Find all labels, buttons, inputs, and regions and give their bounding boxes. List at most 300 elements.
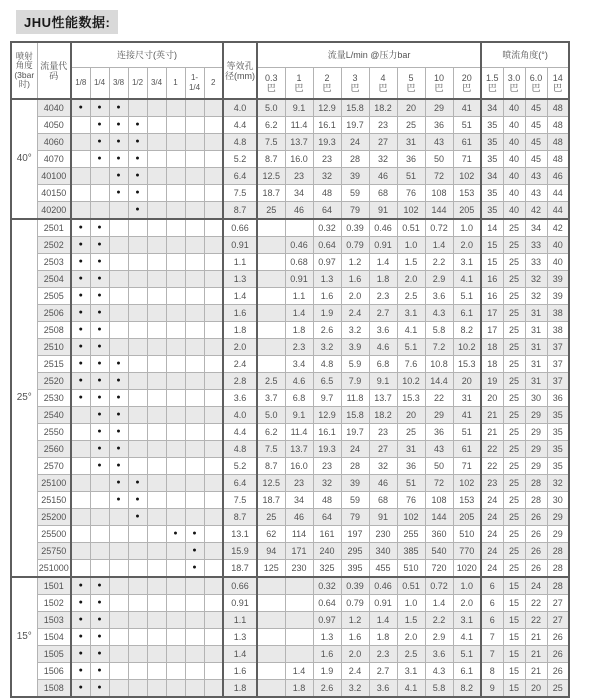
flow-value-cell [257, 339, 285, 356]
flow-value-cell: 68 [369, 185, 397, 202]
connection-empty-cell [166, 458, 185, 475]
col-subheader-pressure [547, 68, 569, 100]
connection-empty-cell [185, 390, 204, 407]
connection-empty-cell [204, 305, 223, 322]
connection-empty-cell [185, 254, 204, 271]
flow-value-cell: 770 [453, 543, 481, 560]
flow-value-cell: 36 [397, 458, 425, 475]
spray-angle-value-cell: 25 [547, 680, 569, 698]
table-row [11, 526, 569, 543]
connection-dot-cell: ● [90, 134, 109, 151]
connection-empty-cell [166, 288, 185, 305]
flow-value-cell: 3.6 [369, 680, 397, 698]
connection-empty-cell [128, 595, 147, 612]
flow-value-cell: 76 [397, 492, 425, 509]
connection-empty-cell [204, 288, 223, 305]
spray-angle-value-cell: 29 [525, 407, 547, 424]
flow-value-cell: 39 [341, 168, 369, 185]
connection-empty-cell [204, 151, 223, 168]
col-header-spray-angle: 喷射角度(3bar时) [11, 42, 37, 99]
flow-value-cell: 510 [397, 560, 425, 578]
flow-value-cell: 171 [285, 543, 313, 560]
connection-empty-cell [185, 219, 204, 237]
flow-value-cell: 59 [341, 185, 369, 202]
connection-empty-cell [90, 475, 109, 492]
table-body [11, 99, 569, 697]
orifice-cell: 4.0 [223, 99, 257, 117]
flow-value-cell: 2.0 [453, 237, 481, 254]
connection-empty-cell [185, 271, 204, 288]
flow-value-cell: 10.2 [397, 373, 425, 390]
connection-empty-cell [109, 577, 128, 595]
spray-angle-group-label: 40° [11, 99, 37, 219]
orifice-cell: 3.6 [223, 390, 257, 407]
spray-angle-value-cell: 22 [481, 458, 503, 475]
spray-angle-value-cell: 9 [481, 680, 503, 698]
flow-value-cell: 102 [397, 202, 425, 220]
spray-angle-value-cell: 6 [481, 577, 503, 595]
flow-value-cell: 11.4 [285, 424, 313, 441]
connection-empty-cell [166, 680, 185, 698]
flow-value-cell: 43 [425, 441, 453, 458]
connection-empty-cell [109, 305, 128, 322]
flow-value-cell: 0.51 [397, 577, 425, 595]
flow-value-cell: 153 [453, 185, 481, 202]
flow-value-cell: 395 [341, 560, 369, 578]
flow-value-cell: 4.1 [397, 322, 425, 339]
spray-angle-value-cell: 44 [547, 202, 569, 220]
spray-angle-value-cell: 15 [481, 254, 503, 271]
spray-angle-value-cell: 25 [503, 407, 525, 424]
connection-empty-cell [204, 134, 223, 151]
connection-empty-cell [147, 612, 166, 629]
connection-empty-cell [109, 254, 128, 271]
connection-dot-cell: ● [71, 237, 90, 254]
flow-value-cell: 2.7 [369, 663, 397, 680]
connection-empty-cell [166, 117, 185, 134]
flow-code-cell: 1501 [37, 577, 71, 595]
spray-angle-value-cell: 40 [503, 99, 525, 117]
spray-angle-value-cell: 40 [547, 254, 569, 271]
flow-code-cell: 1502 [37, 595, 71, 612]
flow-value-cell: 1.9 [313, 663, 341, 680]
connection-empty-cell [166, 509, 185, 526]
flow-value-cell: 5.1 [397, 339, 425, 356]
connection-empty-cell [128, 373, 147, 390]
flow-value-cell: 32 [313, 475, 341, 492]
connection-empty-cell [185, 663, 204, 680]
flow-value-cell: 24 [341, 441, 369, 458]
connection-dot-cell: ● [90, 237, 109, 254]
spray-angle-value-cell: 8 [481, 663, 503, 680]
spray-angle-value-cell: 35 [547, 458, 569, 475]
flow-code-cell: 251000 [37, 560, 71, 578]
col-header-orifice: 等效孔径(mm) [223, 42, 257, 99]
connection-empty-cell [109, 219, 128, 237]
flow-value-cell: 48 [313, 492, 341, 509]
col-subheader-connection: 1/2 [128, 68, 147, 100]
connection-empty-cell [185, 151, 204, 168]
connection-empty-cell [204, 543, 223, 560]
flow-code-cell: 4040 [37, 99, 71, 117]
orifice-cell: 2.4 [223, 356, 257, 373]
flow-value-cell: 25 [257, 509, 285, 526]
spray-angle-value-cell: 26 [525, 509, 547, 526]
orifice-cell: 1.4 [223, 646, 257, 663]
flow-value-cell: 2.5 [257, 373, 285, 390]
connection-empty-cell [71, 441, 90, 458]
flow-value-cell: 108 [425, 492, 453, 509]
connection-dot-cell: ● [71, 390, 90, 407]
connection-empty-cell [147, 322, 166, 339]
spray-angle-value-cell: 25 [503, 237, 525, 254]
connection-empty-cell [204, 322, 223, 339]
flow-value-cell: 153 [453, 492, 481, 509]
flow-value-cell: 3.2 [341, 322, 369, 339]
connection-empty-cell [166, 202, 185, 220]
connection-dot-cell: ● [71, 595, 90, 612]
flow-value-cell: 4.3 [425, 305, 453, 322]
flow-value-cell: 7.9 [341, 373, 369, 390]
orifice-cell: 1.6 [223, 305, 257, 322]
connection-empty-cell [204, 458, 223, 475]
pressure-value: 1 [296, 73, 302, 83]
connection-empty-cell [166, 407, 185, 424]
connection-empty-cell [128, 612, 147, 629]
spray-angle-value-cell: 46 [547, 168, 569, 185]
flow-value-cell [285, 629, 313, 646]
connection-empty-cell [204, 219, 223, 237]
connection-empty-cell [185, 339, 204, 356]
flow-value-cell: 1.4 [285, 663, 313, 680]
connection-dot-cell: ● [90, 458, 109, 475]
flow-value-cell: 3.6 [425, 646, 453, 663]
connection-empty-cell [128, 663, 147, 680]
flow-code-cell: 1503 [37, 612, 71, 629]
flow-value-cell: 3.1 [453, 254, 481, 271]
connection-dot-cell: ● [71, 612, 90, 629]
flow-value-cell: 72 [425, 475, 453, 492]
flow-value-cell: 4.6 [285, 373, 313, 390]
flow-value-cell: 540 [425, 543, 453, 560]
flow-value-cell: 197 [341, 526, 369, 543]
flow-value-cell: 29 [425, 407, 453, 424]
connection-empty-cell [71, 185, 90, 202]
connection-dot-cell: ● [90, 646, 109, 663]
flow-value-cell: 6.8 [285, 390, 313, 407]
connection-empty-cell [90, 185, 109, 202]
flow-value-cell: 2.7 [369, 305, 397, 322]
connection-dot-cell: ● [90, 441, 109, 458]
flow-value-cell: 46 [285, 202, 313, 220]
flow-value-cell [257, 612, 285, 629]
spray-angle-value-cell: 25 [503, 305, 525, 322]
connection-empty-cell [128, 254, 147, 271]
connection-empty-cell [185, 117, 204, 134]
flow-code-cell: 25200 [37, 509, 71, 526]
col-subheader-connection: 3/4 [147, 68, 166, 100]
spray-angle-value-cell: 34 [481, 99, 503, 117]
table-row [11, 271, 569, 288]
flow-code-cell: 4070 [37, 151, 71, 168]
spray-angle-value-cell: 15 [503, 646, 525, 663]
flow-value-cell: 41 [453, 407, 481, 424]
connection-dot-cell: ● [166, 526, 185, 543]
connection-empty-cell [185, 373, 204, 390]
flow-value-cell: 0.39 [341, 577, 369, 595]
spray-angle-value-cell: 25 [503, 492, 525, 509]
flow-value-cell: 9.7 [313, 390, 341, 407]
connection-empty-cell [166, 663, 185, 680]
orifice-cell: 1.8 [223, 322, 257, 339]
connection-empty-cell [128, 390, 147, 407]
connection-empty-cell [166, 424, 185, 441]
spray-angle-value-cell: 24 [481, 526, 503, 543]
flow-code-cell: 2505 [37, 288, 71, 305]
flow-value-cell: 144 [425, 509, 453, 526]
col-subheader-pressure [341, 68, 369, 100]
connection-empty-cell [128, 407, 147, 424]
flow-value-cell: 4.1 [397, 680, 425, 698]
pressure-value: 5 [408, 73, 414, 83]
orifice-cell: 0.66 [223, 577, 257, 595]
flow-value-cell: 385 [397, 543, 425, 560]
flow-value-cell: 0.72 [425, 219, 453, 237]
connection-empty-cell [109, 509, 128, 526]
flow-value-cell: 360 [425, 526, 453, 543]
spray-angle-value-cell: 28 [525, 475, 547, 492]
col-subheader-pressure [313, 68, 341, 100]
connection-empty-cell [147, 237, 166, 254]
table-header [11, 42, 569, 99]
connection-empty-cell [147, 305, 166, 322]
connection-empty-cell [71, 117, 90, 134]
flow-value-cell: 16.1 [313, 424, 341, 441]
connection-dot-cell: ● [71, 356, 90, 373]
spray-angle-value-cell: 35 [481, 134, 503, 151]
connection-dot-cell: ● [90, 271, 109, 288]
spray-angle-value-cell: 44 [547, 185, 569, 202]
spray-angle-value-cell: 19 [481, 373, 503, 390]
spray-angle-value-cell: 37 [547, 373, 569, 390]
flow-value-cell: 0.97 [313, 612, 341, 629]
spray-angle-value-cell: 45 [525, 99, 547, 117]
connection-dot-cell: ● [90, 356, 109, 373]
spray-angle-value-cell: 7 [481, 646, 503, 663]
flow-value-cell: 16.0 [285, 151, 313, 168]
table-row [11, 168, 569, 185]
flow-value-cell: 240 [313, 543, 341, 560]
connection-empty-cell [185, 424, 204, 441]
spray-angle-value-cell: 16 [481, 288, 503, 305]
pressure-unit: 巴 [378, 83, 388, 93]
col-header-spray-flow-angle: 喷流角度(°) [481, 42, 569, 68]
connection-dot-cell: ● [71, 271, 90, 288]
flow-value-cell: 1.8 [369, 629, 397, 646]
connection-empty-cell [166, 185, 185, 202]
flow-value-cell: 1.6 [341, 271, 369, 288]
flow-value-cell: 2.6 [313, 680, 341, 698]
connection-empty-cell [185, 458, 204, 475]
flow-value-cell: 6.2 [257, 117, 285, 134]
spray-angle-value-cell: 40 [503, 168, 525, 185]
spray-angle-value-cell: 31 [525, 322, 547, 339]
spray-angle-value-cell: 7 [481, 629, 503, 646]
spray-angle-value-cell: 29 [525, 441, 547, 458]
flow-value-cell: 11.8 [341, 390, 369, 407]
spray-angle-value-cell: 29 [525, 458, 547, 475]
flow-value-cell [257, 356, 285, 373]
connection-dot-cell: ● [109, 151, 128, 168]
flow-code-cell: 2520 [37, 373, 71, 390]
connection-empty-cell [147, 663, 166, 680]
flow-value-cell: 161 [313, 526, 341, 543]
flow-value-cell: 4.1 [453, 271, 481, 288]
connection-empty-cell [204, 424, 223, 441]
flow-code-cell: 2540 [37, 407, 71, 424]
flow-value-cell: 15.8 [341, 99, 369, 117]
orifice-cell: 6.4 [223, 475, 257, 492]
spray-angle-value-cell: 23 [481, 475, 503, 492]
spray-angle-value-cell: 25 [503, 526, 525, 543]
spray-angle-value-cell: 16 [481, 271, 503, 288]
flow-value-cell [257, 629, 285, 646]
spray-angle-value-cell: 25 [503, 339, 525, 356]
connection-empty-cell [71, 475, 90, 492]
connection-empty-cell [147, 543, 166, 560]
spray-angle-group-label: 25° [11, 219, 37, 577]
flow-value-cell: 4.8 [313, 356, 341, 373]
flow-value-cell: 0.64 [313, 595, 341, 612]
connection-empty-cell [109, 560, 128, 578]
flow-value-cell: 31 [397, 134, 425, 151]
spray-angle-value-cell: 40 [503, 151, 525, 168]
flow-value-cell: 0.46 [285, 237, 313, 254]
spray-angle-value-cell: 30 [547, 492, 569, 509]
connection-empty-cell [128, 441, 147, 458]
flow-value-cell: 3.1 [397, 663, 425, 680]
flow-value-cell: 230 [369, 526, 397, 543]
flow-value-cell: 68 [369, 492, 397, 509]
connection-empty-cell [90, 543, 109, 560]
connection-empty-cell [185, 441, 204, 458]
flow-value-cell: 36 [397, 151, 425, 168]
flow-value-cell: 76 [397, 185, 425, 202]
spray-angle-value-cell: 20 [481, 390, 503, 407]
connection-empty-cell [71, 543, 90, 560]
connection-empty-cell [128, 424, 147, 441]
orifice-cell: 15.9 [223, 543, 257, 560]
spray-angle-value-cell: 34 [525, 219, 547, 237]
connection-empty-cell [166, 646, 185, 663]
flow-code-cell: 2530 [37, 390, 71, 407]
flow-value-cell: 1.8 [285, 322, 313, 339]
flow-code-cell: 25500 [37, 526, 71, 543]
pressure-value: 3.0 [507, 73, 521, 83]
spray-angle-value-cell: 35 [481, 202, 503, 220]
flow-value-cell: 3.6 [425, 288, 453, 305]
flow-value-cell: 0.68 [285, 254, 313, 271]
spray-angle-value-cell: 20 [525, 680, 547, 698]
flow-value-cell: 3.1 [397, 305, 425, 322]
spray-angle-value-cell: 40 [503, 117, 525, 134]
flow-value-cell: 1.0 [397, 237, 425, 254]
flow-value-cell: 6.2 [257, 424, 285, 441]
flow-value-cell: 62 [257, 526, 285, 543]
spray-angle-value-cell: 45 [525, 117, 547, 134]
spray-angle-value-cell: 33 [525, 237, 547, 254]
flow-value-cell: 46 [285, 509, 313, 526]
pressure-value: 14 [552, 73, 563, 83]
connection-empty-cell [166, 492, 185, 509]
spray-angle-value-cell: 21 [525, 629, 547, 646]
connection-empty-cell [71, 509, 90, 526]
table-row [11, 663, 569, 680]
flow-value-cell: 46 [369, 475, 397, 492]
connection-dot-cell: ● [90, 390, 109, 407]
spray-angle-value-cell: 35 [547, 407, 569, 424]
flow-value-cell: 51 [397, 475, 425, 492]
flow-value-cell: 2.9 [425, 629, 453, 646]
connection-dot-cell: ● [90, 629, 109, 646]
pressure-value: 1.5 [486, 73, 499, 83]
flow-code-cell: 1505 [37, 646, 71, 663]
flow-value-cell: 15.3 [453, 356, 481, 373]
connection-empty-cell [185, 168, 204, 185]
flow-value-cell [285, 646, 313, 663]
spray-angle-value-cell: 24 [525, 577, 547, 595]
spray-angle-value-cell: 25 [503, 543, 525, 560]
connection-empty-cell [185, 492, 204, 509]
flow-value-cell: 15.3 [397, 390, 425, 407]
flow-value-cell: 43 [425, 134, 453, 151]
spray-angle-value-cell: 31 [525, 356, 547, 373]
spray-angle-value-cell: 28 [547, 560, 569, 578]
flow-code-cell: 25100 [37, 475, 71, 492]
flow-value-cell: 7.5 [257, 441, 285, 458]
spray-angle-value-cell: 26 [525, 543, 547, 560]
table-row [11, 322, 569, 339]
col-subheader-pressure [397, 68, 425, 100]
flow-value-cell: 2.3 [369, 288, 397, 305]
table-row [11, 219, 569, 237]
connection-empty-cell [204, 185, 223, 202]
flow-value-cell: 10.8 [425, 356, 453, 373]
connection-dot-cell: ● [185, 526, 204, 543]
connection-empty-cell [128, 288, 147, 305]
flow-value-cell: 0.72 [425, 577, 453, 595]
spray-angle-value-cell: 14 [481, 219, 503, 237]
flow-value-cell: 0.32 [313, 577, 341, 595]
connection-empty-cell [166, 356, 185, 373]
col-header-flow-code: 流量代码 [37, 42, 71, 99]
connection-dot-cell: ● [71, 288, 90, 305]
flow-value-cell [257, 271, 285, 288]
spray-angle-value-cell: 28 [547, 577, 569, 595]
flow-value-cell: 23 [285, 475, 313, 492]
spray-angle-value-cell: 18 [481, 339, 503, 356]
flow-value-cell: 94 [257, 543, 285, 560]
spray-angle-value-cell: 21 [481, 407, 503, 424]
connection-empty-cell [147, 526, 166, 543]
connection-empty-cell [204, 560, 223, 578]
col-header-flow-rate: 流量L/min @压力bar [257, 42, 481, 68]
connection-dot-cell: ● [128, 475, 147, 492]
connection-empty-cell [147, 185, 166, 202]
flow-code-cell: 4050 [37, 117, 71, 134]
flow-value-cell: 1.5 [397, 612, 425, 629]
connection-empty-cell [128, 680, 147, 698]
